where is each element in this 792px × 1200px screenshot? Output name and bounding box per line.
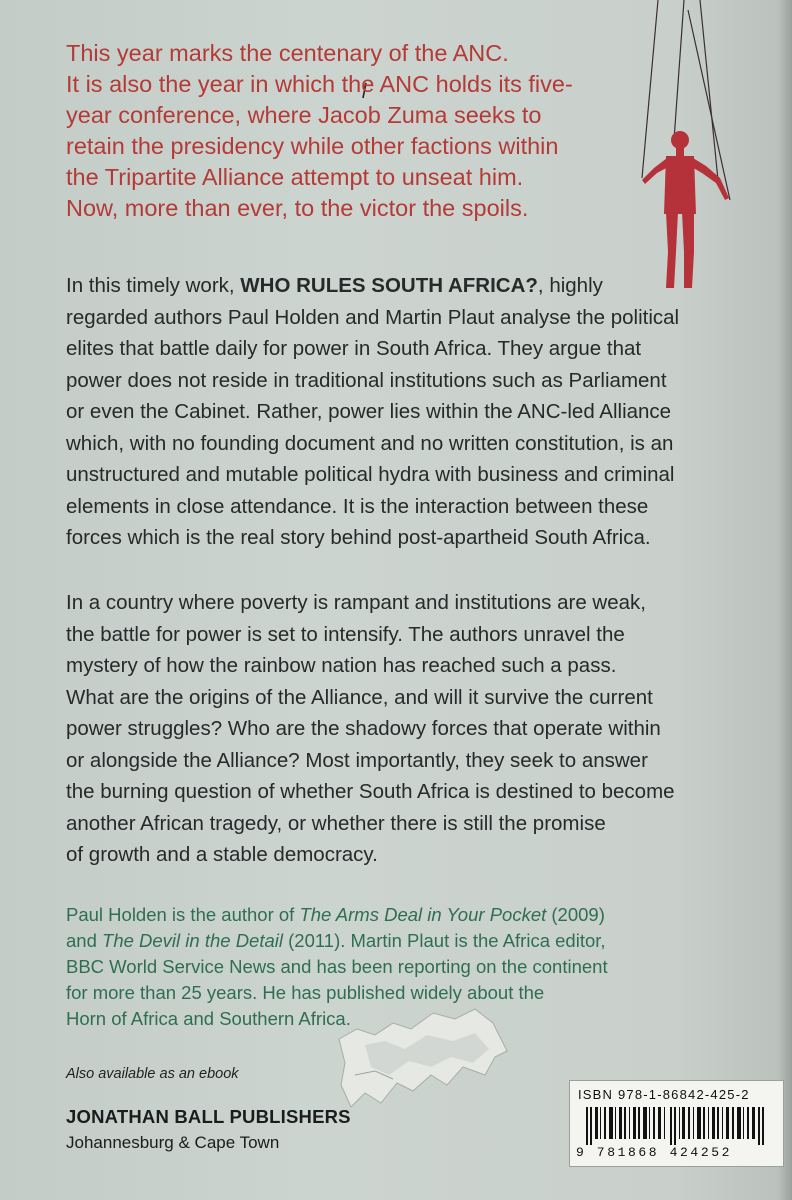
synopsis-line: power struggles? Who are the shadowy forces that operate within xyxy=(66,717,661,740)
intro-paragraph xyxy=(66,38,646,224)
synopsis-line: power does not reside in traditional institutions such as Parliament xyxy=(66,368,667,392)
bio-text: and xyxy=(66,930,103,951)
intro-line: the Tripartite Alliance attempt to unseat him. xyxy=(66,164,524,190)
ean-digits: 9 781868 424252 xyxy=(576,1145,733,1160)
book-title-arms-deal: The Arms Deal in Your Pocket xyxy=(299,904,547,925)
isbn-label: ISBN 978-1-86842-425-2 xyxy=(578,1087,750,1102)
marionette-figure-icon xyxy=(630,0,750,300)
synopsis-line: elements in close attendance. It is the interaction between these xyxy=(66,494,649,518)
synopsis-line: regarded authors Paul Holden and Martin Plaut analyse the political xyxy=(66,305,680,329)
intro-line: retain the presidency while other factions within xyxy=(66,133,559,159)
intro-line: This year marks the centenary of the ANC. xyxy=(66,40,509,66)
puppet-string xyxy=(700,0,718,180)
synopsis-lead: In this timely work, xyxy=(66,274,241,297)
bio-line: for more than 25 years. He has published widely about the xyxy=(66,982,545,1003)
synopsis-line: elites that battle daily for power in South Africa. They argue that xyxy=(66,337,642,360)
synopsis-lead-tail: , highly xyxy=(537,274,603,297)
synopsis-line: or alongside the Alliance? Most importantly, they seek to answer xyxy=(66,748,648,772)
puppet-string xyxy=(674,0,684,140)
ebook-note: Also available as an ebook xyxy=(66,1066,239,1082)
synopsis-line xyxy=(66,270,746,302)
synopsis-line: In a country where poverty is rampant and institutions are weak, xyxy=(66,591,646,614)
bio-line xyxy=(66,902,756,928)
synopsis-line: forces which is the real story behind post-apartheid South Africa. xyxy=(66,526,651,549)
synopsis-line: unstructured and mutable political hydra with business and criminal xyxy=(66,463,675,486)
bio-text: (2009) xyxy=(546,904,605,925)
synopsis-paragraph-1 xyxy=(66,270,746,554)
cover-edge-shadow xyxy=(778,0,792,1200)
bio-line: Horn of Africa and Southern Africa. xyxy=(66,1008,351,1029)
synopsis-line: of growth and a stable democracy. xyxy=(66,843,378,866)
synopsis-line: another African tragedy, or whether there is still the promise xyxy=(66,811,606,835)
publisher-name: JONATHAN BALL PUBLISHERS xyxy=(66,1106,351,1127)
book-title-devil-detail: The Devil in the Detail xyxy=(102,930,283,951)
publisher-location: Johannesburg & Cape Town xyxy=(66,1133,280,1152)
synopsis-line: What are the origins of the Alliance, and will it survive the current xyxy=(66,685,653,709)
intro-line: It is also the year in which the ANC holds its five- xyxy=(66,71,573,97)
intro-line: year conference, where Jacob Zuma seeks to xyxy=(66,102,542,128)
synopsis-paragraph-2 xyxy=(66,587,746,871)
book-title: WHO RULES SOUTH AFRICA? xyxy=(240,274,538,297)
synopsis-line: which, with no founding document and no written constitution, is an xyxy=(66,431,674,455)
bio-line xyxy=(66,928,756,954)
bio-line: BBC World Service News and has been reporting on the continent xyxy=(66,956,608,977)
barcode-panel xyxy=(569,1080,784,1167)
bio-text: Paul Holden is the author of xyxy=(66,904,300,925)
torn-sticker-residue xyxy=(335,1005,510,1110)
synopsis-line: or even the Cabinet. Rather, power lies within the ANC-led Alliance xyxy=(66,400,672,423)
bio-text: (2011). Martin Plaut is the Africa editor, xyxy=(283,930,606,951)
synopsis-line: the battle for power is set to intensify. The authors unravel the xyxy=(66,622,625,646)
synopsis-line: mystery of how the rainbow nation has reached such a pass. xyxy=(66,654,617,677)
synopsis-line: the burning question of whether South Africa is destined to become xyxy=(66,780,675,803)
barcode-icon xyxy=(576,1107,776,1145)
intro-line: Now, more than ever, to the victor the spoils. xyxy=(66,195,529,221)
